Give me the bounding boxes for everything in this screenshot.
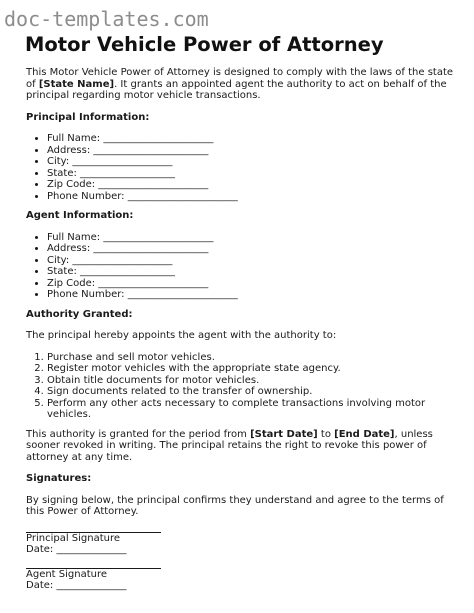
principal-fields: [26, 133, 456, 202]
principal-state: • State: ___________________: [47, 168, 456, 180]
signatures-statement: By signing below, the principal confirms they understand and agree to the terms of this Power of Attorney.: [26, 494, 444, 517]
authority-list: [26, 352, 456, 421]
principal-heading: Principal Information:: [26, 111, 150, 123]
end-date-placeholder: [End Date]: [334, 428, 395, 440]
authority-item: 4. Sign documents related to the transfer of ownership.: [47, 386, 456, 398]
agent-address: • Address: _______________________: [47, 243, 456, 255]
period-text-end: , unless sooner revoked in writing. The principal retains the right to revoke this power of attorney at any time.: [26, 428, 433, 463]
authority-heading: Authority Granted:: [26, 308, 133, 320]
principal-city: • City: ____________________: [47, 156, 456, 168]
principal-phone: • Phone Number: ______________________: [47, 191, 456, 203]
authority-item: 1. Purchase and sell motor vehicles.: [47, 352, 456, 364]
agent-city: • City: ____________________: [47, 255, 456, 267]
principal-address: • Address: _______________________: [47, 145, 456, 157]
agent-zip: • Zip Code: ______________________: [47, 278, 456, 290]
agent-heading: Agent Information:: [26, 210, 134, 221]
intro-text-end: . It grants an appointed agent the authority to act on behalf of the principal regarding motor vehicle transactions.: [26, 78, 447, 101]
agent-state: • State: ___________________: [47, 266, 456, 278]
principal-signature-label: Principal Signature: [26, 532, 121, 544]
authority-item: 5. Perform any other acts necessary to complete transactions involving motor vehicles.: [47, 398, 456, 421]
document-body: [26, 67, 456, 592]
principal-full-name: • Full Name: ______________________: [47, 133, 456, 145]
agent-signature-label: Agent Signature: [26, 568, 108, 580]
principal-zip: • Zip Code: ______________________: [47, 179, 456, 191]
signatures-heading: Signatures:: [26, 473, 92, 484]
intro-text: This Motor Vehicle Power of Attorney is designed to comply with the laws of the state of: [26, 67, 454, 90]
authority-lead: The principal hereby appoints the agent with the authority to:: [26, 330, 337, 341]
authority-item: 2. Register motor vehicles with the appropriate state agency.: [47, 363, 456, 375]
period-to: to: [317, 428, 335, 440]
start-date-placeholder: [Start Date]: [250, 428, 318, 440]
intro-paragraph: [26, 67, 456, 102]
authority-period: [26, 429, 456, 464]
agent-date: Date: ______________: [26, 580, 127, 591]
agent-full-name: • Full Name: ______________________: [47, 232, 456, 244]
watermark: doc-templates.com: [4, 7, 209, 31]
agent-fields: [26, 232, 456, 301]
authority-item: 3. Obtain title documents for motor vehicles.: [47, 375, 456, 387]
agent-phone: • Phone Number: ______________________: [47, 289, 456, 301]
state-name-placeholder: [State Name]: [38, 78, 115, 90]
period-text: This authority is granted for the period from: [26, 428, 251, 440]
page-title: Motor Vehicle Power of Attorney: [25, 33, 384, 56]
principal-date: Date: ______________: [26, 544, 127, 555]
